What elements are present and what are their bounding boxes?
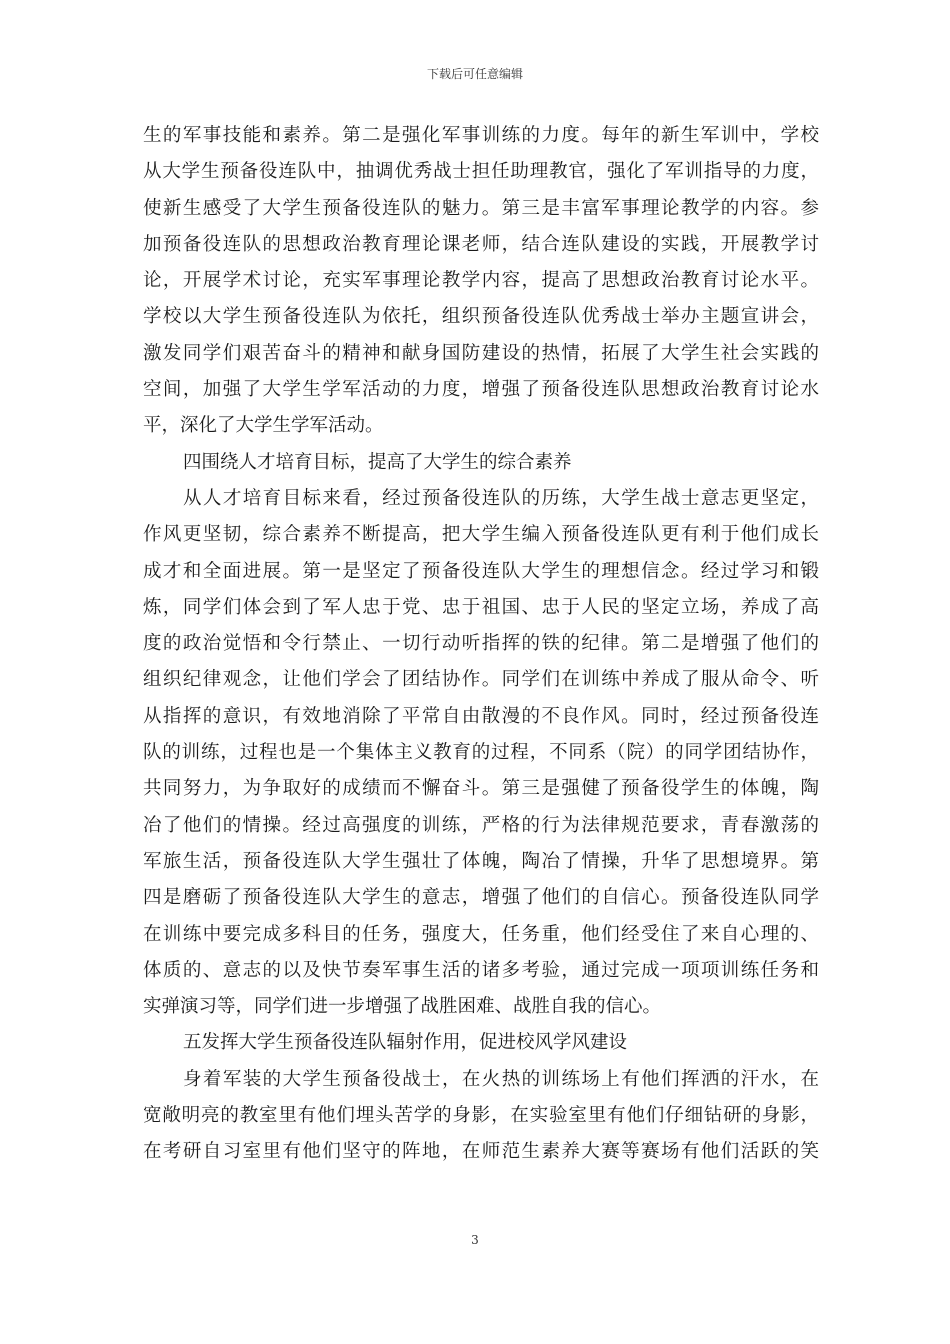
text-line: 军旅生活，预备役连队大学生强壮了体魄，陶冶了情操，升华了思想境界。第 bbox=[143, 850, 819, 872]
page-number: 3 bbox=[471, 1233, 479, 1247]
text-line: 冶了他们的情操。经过高强度的训练，严格的行为法律规范要求，青春激荡的 bbox=[143, 814, 819, 836]
text-line: 平，深化了大学生学军活动。 bbox=[143, 415, 384, 437]
text-line: 论，开展学术讨论，充实军事理论教学内容，提高了思想政治教育讨论水平。 bbox=[143, 270, 819, 292]
text-line: 成才和全面进展。第一是坚定了预备役连队大学生的理想信念。经过学习和锻 bbox=[143, 560, 819, 582]
text-line: 空间，加强了大学生学军活动的力度，增强了预备役连队思想政治教育讨论水 bbox=[143, 379, 819, 401]
text-line: 四是磨砺了预备役连队大学生的意志，增强了他们的自信心。预备役连队同学 bbox=[143, 887, 819, 909]
text-line: 组织纪律观念，让他们学会了团结协作。同学们在训练中养成了服从命令、听 bbox=[143, 669, 819, 691]
text-line: 体质的、意志的以及快节奏军事生活的诸多考验，通过完成一项项训练任务和 bbox=[143, 959, 819, 981]
text-line: 作风更坚韧，综合素养不断提高，把大学生编入预备役连队更有利于他们成长 bbox=[143, 524, 819, 546]
text-line: 激发同学们艰苦奋斗的精神和献身国防建设的热情，拓展了大学生社会实践的 bbox=[143, 342, 819, 364]
text-line: 在训练中要完成多科目的任务，强度大，任务重，他们经受住了来自心理的、 bbox=[143, 923, 819, 945]
text-line: 从指挥的意识，有效地消除了平常自由散漫的不良作风。同时，经过预备役连 bbox=[143, 705, 819, 727]
text-line: 在考研自习室里有他们坚守的阵地，在师范生素养大赛等赛场有他们活跃的笑 bbox=[143, 1141, 819, 1163]
text-line: 五发挥大学生预备役连队辐射作用，促进校风学风建设 bbox=[183, 1032, 628, 1054]
text-line: 生的军事技能和素养。第二是强化军事训练的力度。每年的新生军训中，学校 bbox=[143, 125, 819, 146]
text-line: 度的政治觉悟和令行禁止、一切行动听指挥的铁的纪律。第二是增强了他们的 bbox=[143, 633, 819, 655]
text-line: 学校以大学生预备役连队为依托，组织预备役连队优秀战士举办主题宣讲会， bbox=[143, 306, 819, 328]
text-line: 从大学生预备役连队中，抽调优秀战士担任助理教官，强化了军训指导的力度， bbox=[143, 161, 819, 183]
text-line: 从人才培育目标来看，经过预备役连队的历练，大学生战士意志更坚定， bbox=[183, 487, 819, 509]
text-line: 加预备役连队的思想政治教育理论课老师，结合连队建设的实践，开展教学讨 bbox=[143, 233, 819, 255]
text-line: 炼，同学们体会到了军人忠于党、忠于祖国、忠于人民的坚定立场，养成了高 bbox=[143, 596, 819, 618]
text-line: 共同努力，为争取好的成绩而不懈奋斗。第三是强健了预备役学生的体魄，陶 bbox=[143, 778, 819, 800]
text-line: 四围绕人才培育目标，提高了大学生的综合素养 bbox=[183, 451, 572, 473]
page-header: 下载后可任意编辑 bbox=[426, 67, 523, 81]
text-line: 宽敞明亮的教室里有他们埋头苦学的身影，在实验室里有他们仔细钻研的身影， bbox=[143, 1105, 819, 1127]
text-line: 队的训练，过程也是一个集体主义教育的过程，不同系（院）的同学团结协作， bbox=[143, 742, 819, 764]
text-line: 实弹演习等，同学们进一步增强了战胜困难、战胜自我的信心。 bbox=[143, 996, 662, 1018]
document-body bbox=[143, 118, 819, 1171]
text-line: 使新生感受了大学生预备役连队的魅力。第三是丰富军事理论教学的内容。参 bbox=[143, 197, 819, 219]
text-line: 身着军装的大学生预备役战士，在火热的训练场上有他们挥洒的汗水，在 bbox=[183, 1068, 819, 1090]
